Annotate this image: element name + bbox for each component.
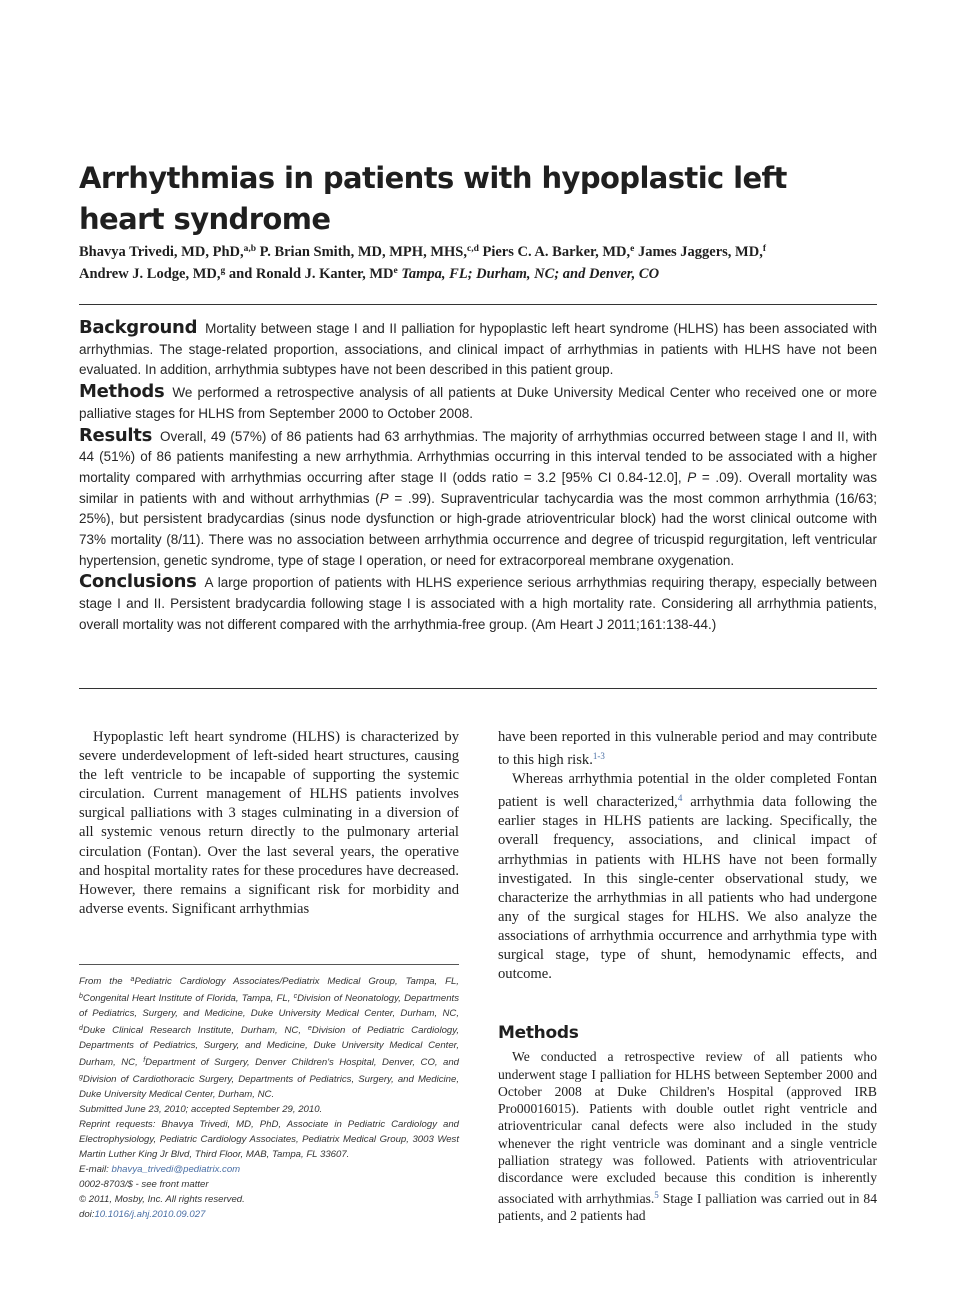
author-name: and Ronald J. Kanter, MD [228, 266, 394, 282]
author-list [79, 240, 879, 284]
paragraph-text: arrhythmia data following the earlier stages in HLHS patients are lacking. Specifically, the overall frequency, associations, and clinical impact of arrhythmias in patients with HLHS have not been formally investigated. In this single-center observational study, we characterize the arrhythmias in all patients who had undergone any of the surgical stages for HLHS. We also analyze the associations of arrhythmia occurrence and arrhythmia type with surgical stage, type of shunt, hemodynamic effects, and outcome. [498, 794, 877, 983]
affiliation-mark: c [293, 993, 298, 1000]
p-value-symbol: P [687, 469, 697, 485]
paragraph-text: We conducted a retrospective review of all patients who underwent stage I palliation for HLHS between September 2000 and October 2008 at Duke Children's Hospital (approved IRB Pro00016015). Patients with double outlet right ventricle and atrioventricular canal defects were also included in the study whenever the right ventricle was dominant and a single ventricle palliation strategy was followed. Patients with atrioventricular discordance were excluded because this condition is inherently associated with arrhythmias. [498, 1049, 877, 1206]
abstract-methods-heading: Methods [79, 381, 165, 403]
methods-section-heading: Methods [498, 1023, 579, 1044]
author-name: James Jaggers, MD, [638, 244, 763, 260]
citation-link[interactable]: 4 [677, 793, 683, 804]
abstract-conclusions [79, 572, 877, 635]
copyright-line: © 2011, Mosby, Inc. All rights reserved. [79, 1194, 245, 1205]
affiliation-mark: f [143, 1057, 146, 1064]
affiliation-text: Department of Surgery, Denver Children's Hospital, Denver, CO, and [145, 1057, 460, 1068]
abstract-results-text: Overall, 49 (57%) of 86 patients had 63 arrhythmias. The majority of arrhythmias occurred between stage I and II, with 44 (51%) of 86 patients manifesting a new arrhythmia. Arrhythmias occurring in this interval tended to be associated with a higher mortality compared with arrhythmias occurring after stage II (odds ratio = 3.2 [95% CI 0.84-12.0], [79, 428, 877, 485]
affiliation-mark: a [130, 976, 135, 983]
email-label: E-mail: [79, 1164, 112, 1175]
footnote-divider [79, 964, 459, 965]
reprint-requests: Reprint requests: Bhavya Trivedi, MD, PhD, Associate in Pediatric Cardiology and Electrophysiology, Pediatric Cardiology Associates, Pediatrix Medical Group, 3003 West Martin Luther King Jr Blvd, Third Floor, MAB, Tampa, FL 33607. [79, 1119, 459, 1160]
author-name: Andrew J. Lodge, MD, [79, 266, 221, 282]
author-affiliation: a,b [243, 244, 257, 254]
abstract-conclusions-text: A large proportion of patients with HLHS experience serious arrhythmias requiring therapy, especially between stage I and II. Persistent bradycardia following stage I is associated with a high mortality rate. Considering all arrhythmia patients, overall mortality was not different compared with the arrhythmia-free group. (Am Heart J 2011;161:138-44.) [79, 575, 877, 632]
affiliation-text: Congenital Heart Institute of Florida, Tampa, FL, [82, 993, 294, 1004]
footnotes [79, 972, 459, 1222]
affiliation-mark: g [79, 1074, 83, 1081]
affiliation-text: Division of Neonatology, Departments of Pediatrics, Surgery, and Medicine, Duke University Medical Center, Durham, NC, [79, 993, 459, 1019]
author-affiliation: f [762, 244, 767, 254]
continued-paragraph [498, 728, 877, 770]
paragraph-text: Stage I palliation was carried out in 84 patients, and 2 patients had [498, 1190, 877, 1223]
submission-dates: Submitted June 23, 2010; accepted September 29, 2010. [79, 1104, 323, 1115]
doi-link[interactable]: 10.1016/j.ahj.2010.09.027 [94, 1209, 206, 1220]
section-spacer [498, 984, 877, 1022]
abstract-results-text: = .99). Supraventricular tachycardia was the most common arrhythmia (16/63; 25%), but persistent bradycardias (sinus node dysfunction or high-grade atrioventricular block) had the worst clinical outcome with 73% mortality (8/11). There was no association between arrhythmia occurrence and degree of tricuspid regurgitation, left ventricular hypertension, genetic syndrome, type of stage I operation, or need for extracorporeal membrane oxygenation. [79, 490, 877, 568]
citation-link[interactable]: 1-3 [592, 751, 605, 762]
intro-paragraph: Hypoplastic left heart syndrome (HLHS) is characterized by severe underdevelopment of left-sided heart structures, causing the left ventricle to be incapable of supporting the systemic circulation. Current management of HLHS patients involves surgical palliations with 3 stages culminating in a diversion of all systemic venous return directly to the pulmonary arterial circulation (Fontan). Over the last several years, the operative and hospital mortality rates for these procedures have decreased. However, there remains a significant risk for morbidity and adverse events. Significant arrhythmias [79, 729, 459, 917]
affiliation-text: Division of Pediatric Cardiology, Departments of Pediatrics, Surgery, and Medicine, Duke University Medical Center, Durham, NC, [79, 1025, 459, 1068]
affiliation-mark: d [79, 1025, 83, 1032]
doi-line [79, 1207, 459, 1222]
fontan-paragraph [498, 770, 877, 984]
body-right-column [498, 728, 877, 1224]
citation-link[interactable]: 5 [654, 1189, 659, 1200]
affiliation-mark: b [79, 993, 83, 1000]
affiliation-mark: e [307, 1025, 312, 1032]
abstract-background-heading: Background [79, 317, 198, 338]
email-line [79, 1162, 459, 1177]
body-left-column [79, 728, 459, 919]
author-affiliation: e [630, 244, 635, 254]
author-name: Bhavya Trivedi, MD, PhD, [79, 244, 244, 260]
affiliation-text: From the [79, 976, 131, 987]
abstract-methods [79, 382, 877, 424]
author-affiliation: e [393, 266, 398, 276]
author-name: Piers C. A. Barker, MD, [482, 244, 631, 260]
abstract-background-text: Mortality between stage I and II palliation for hypoplastic left heart syndrome (HLHS) has been associated with arrhythmias. The stage-related proportion, associations, and clinical impact of arrhythmias in patients with HLHS have not been evaluated. In addition, arrhythmia subtypes have not been described in this patient group. [79, 321, 877, 378]
affiliation-text: Division of Cardiothoracic Surgery, Departments of Pediatrics, Surgery, and Medicine, Duke University Medical Center, Durham, NC. [79, 1074, 459, 1100]
author-affiliation: c,d [466, 244, 479, 254]
abstract-background [79, 318, 877, 381]
affiliations-footnote [79, 972, 459, 1102]
paragraph-text: have been reported in this vulnerable period and may contribute to this high risk. [498, 729, 877, 769]
paragraph-text: Whereas arrhythmia potential in the older completed Fontan patient is well characterized, [498, 771, 877, 811]
methods-paragraph [498, 1048, 877, 1224]
email-link[interactable]: bhavya_trivedi@pediatrix.com [111, 1164, 241, 1175]
affiliation-text: Duke Clinical Research Institute, Durham, NC, [82, 1025, 308, 1036]
author-affiliation: g [220, 266, 226, 276]
doi-label: doi: [79, 1209, 95, 1220]
abstract-methods-text: We performed a retrospective analysis of all patients at Duke University Medical Center who received one or more palliative stages for HLHS from September 2000 to October 2008. [79, 385, 877, 421]
abstract-results-text: = .09). Overall mortality was similar in patients with and without arrhythmias ( [79, 469, 877, 506]
abstract-results-heading: Results [79, 424, 152, 446]
affiliation-text: Pediatric Cardiology Associates/Pediatrix Medical Group, Tampa, FL, [134, 976, 459, 987]
p-value-symbol: P [379, 490, 389, 506]
abstract-bottom-divider [79, 688, 877, 689]
author-locations: Tampa, FL; Durham, NC; and Denver, CO [401, 266, 660, 282]
issn-line: 0002-8703/$ - see front matter [79, 1179, 209, 1190]
abstract [79, 318, 877, 637]
abstract-results [79, 426, 877, 572]
abstract-top-divider [79, 304, 877, 305]
abstract-conclusions-heading: Conclusions [79, 571, 197, 593]
article-title: Arrhythmias in patients with hypoplastic left heart syndrome [79, 161, 787, 236]
author-name: P. Brian Smith, MD, MPH, MHS, [259, 244, 467, 260]
